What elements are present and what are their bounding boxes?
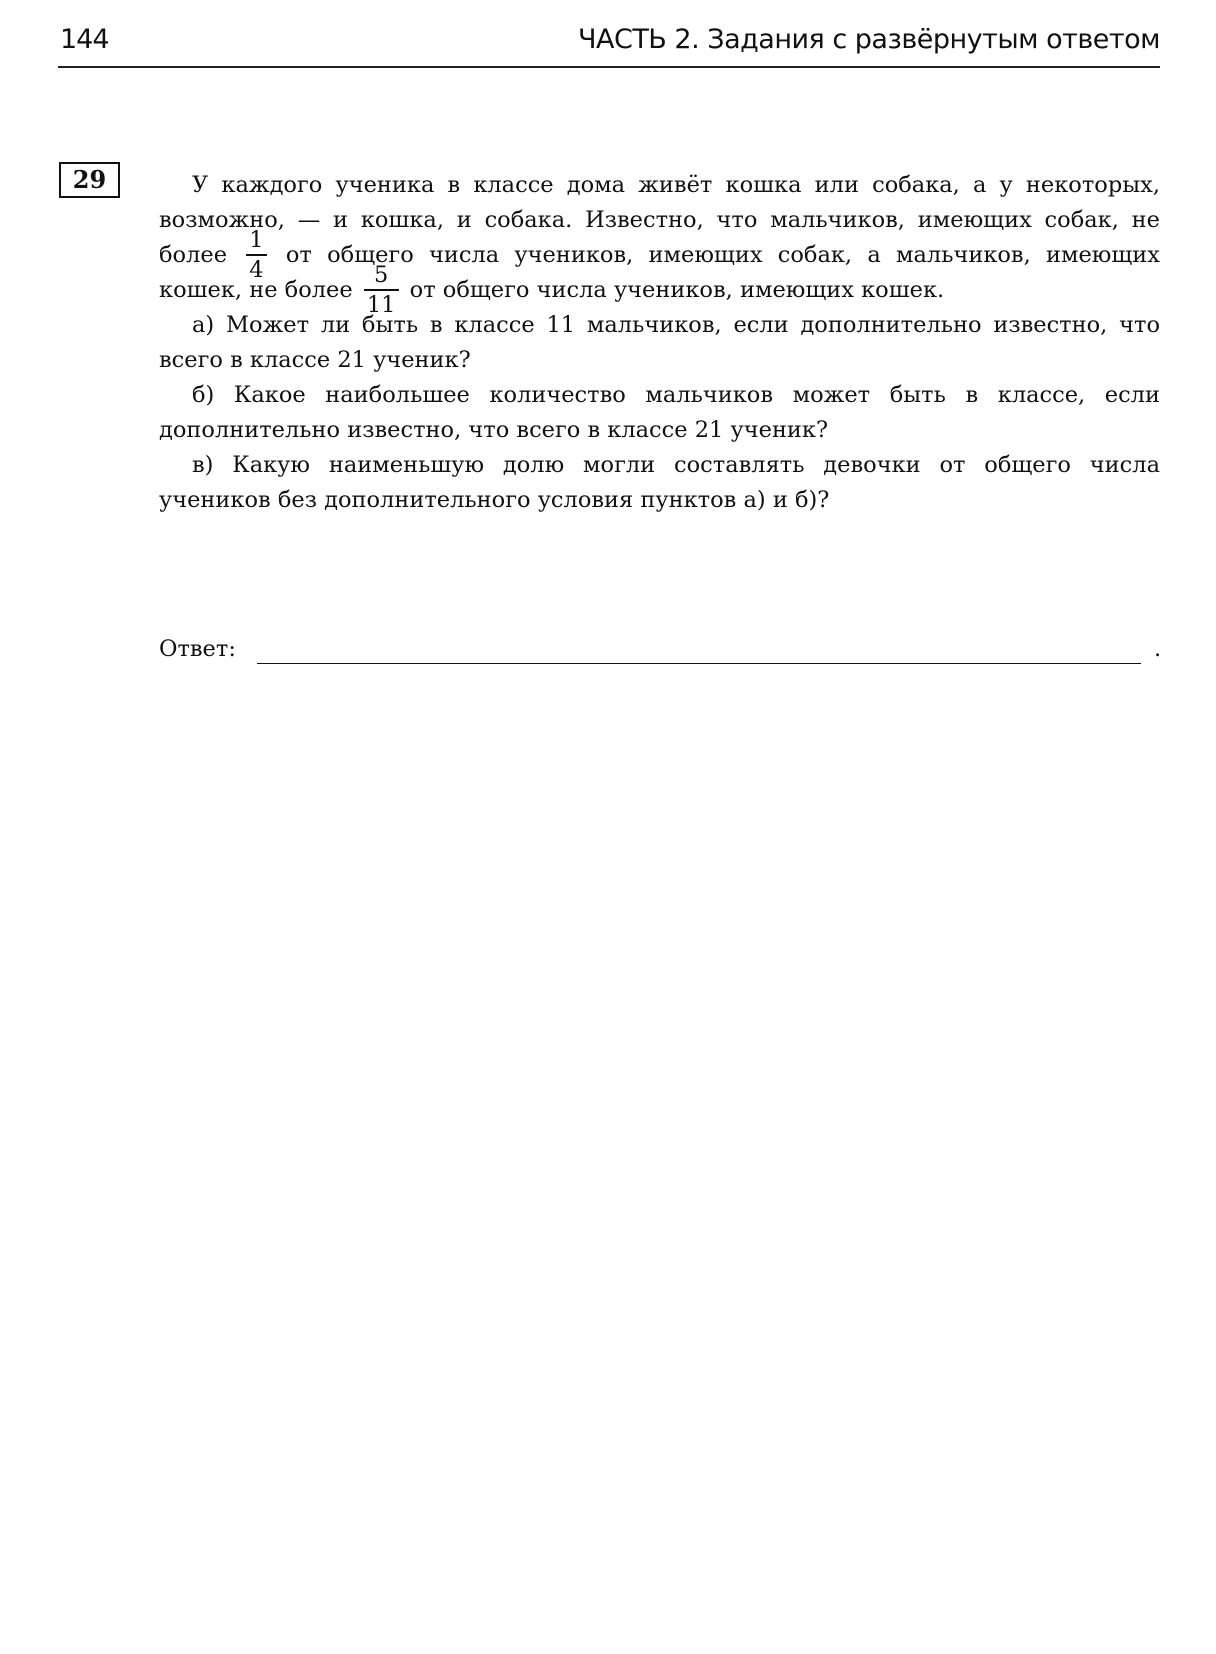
intro-text-3: от общего числа учеников, имеющих кошек.: [409, 277, 945, 303]
answer-line[interactable]: [257, 663, 1141, 664]
fraction-numerator: 1: [249, 227, 264, 253]
fraction-denominator: 11: [364, 289, 399, 319]
intro-text-1: У каждого ученика в классе дома живёт кошка или собака, а у некоторых, возможно, — и кошка, и собака. Известно, что мальчиков, имеющих собак, не более: [159, 172, 1160, 268]
task-body: [159, 168, 1160, 518]
question-b: б) Какое наибольшее количество мальчиков может быть в классе, если дополнительно известно, что всего в классе 21 ученик?: [159, 382, 1160, 443]
answer-label: Ответ:: [159, 636, 236, 662]
fraction-one-quarter: [246, 226, 266, 284]
task-number-box: 29: [59, 162, 120, 198]
section-title: ЧАСТЬ 2. Задания с развёрнутым ответом: [577, 24, 1160, 55]
answer-end-mark: .: [1154, 636, 1162, 662]
question-a: а) Может ли быть в классе 11 мальчиков, если дополнительно известно, что всего в классе 21 ученик?: [159, 312, 1160, 373]
answer-row: [159, 634, 1160, 670]
page-number: 144: [60, 24, 109, 55]
question-c: в) Какую наименьшую долю могли составлять девочки от общего числа учеников без дополнительного условия пунктов а) и б)?: [159, 452, 1160, 513]
fraction-numerator: 5: [374, 262, 389, 288]
fraction-denominator: 4: [246, 254, 266, 284]
page-header: [58, 22, 1160, 68]
task-intro: [159, 168, 1160, 318]
intro-text-2: от общего числа учеников, имеющих собак, а мальчиков, имеющих кошек, не более: [159, 242, 1160, 303]
